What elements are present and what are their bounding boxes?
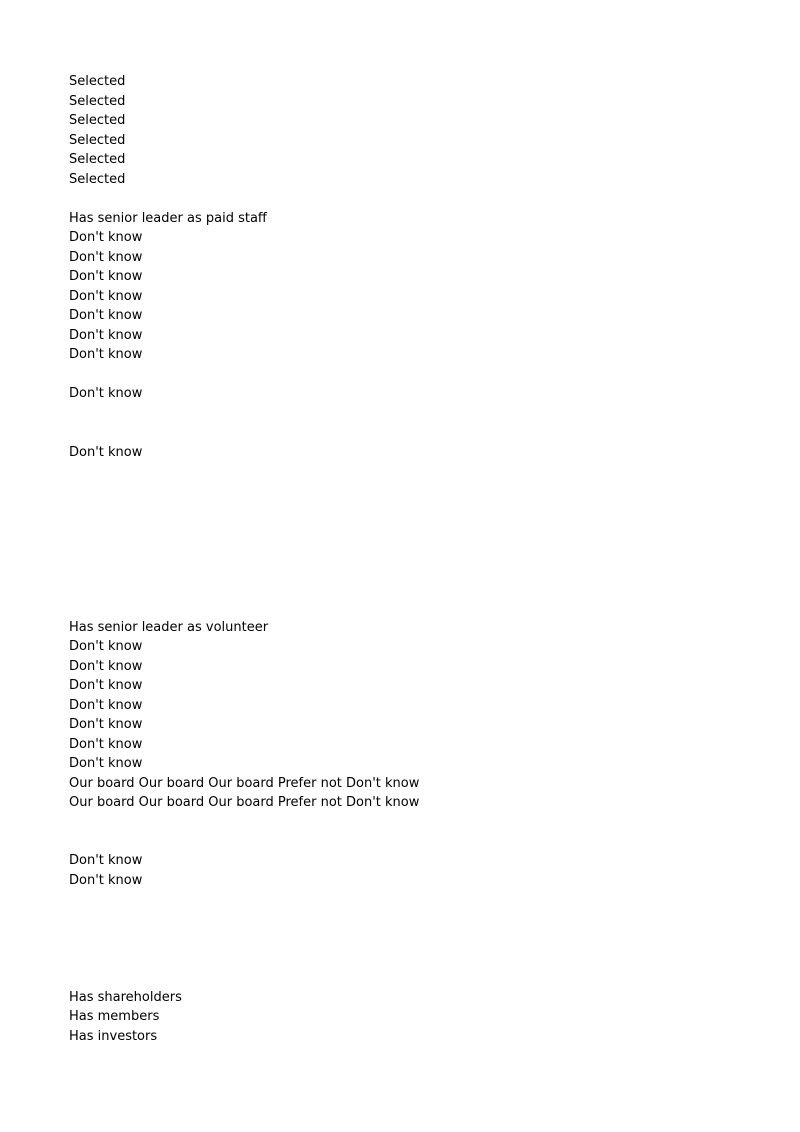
selected-text: Selected: [69, 133, 126, 148]
ownership-item: Has members: [69, 1009, 160, 1024]
board-row: Our board Our board Our board Prefer not Don't know: [69, 776, 420, 791]
volunteer-answer: Don't know: [69, 698, 143, 713]
volunteer-answer: Don't know: [69, 678, 143, 693]
volunteer-answer: Don't know: [69, 717, 143, 732]
volunteer-answer: Don't know: [69, 756, 143, 771]
selected-text: Selected: [69, 113, 126, 128]
paid-staff-answer: Don't know: [69, 269, 143, 284]
dont-know-text: Don't know: [69, 386, 143, 401]
board-row: Our board Our board Our board Prefer not Don't know: [69, 795, 420, 810]
ownership-item: Has investors: [69, 1029, 158, 1044]
ownership-item: Has shareholders: [69, 990, 182, 1005]
selected-text: Selected: [69, 74, 126, 89]
dont-know-text: Don't know: [69, 445, 143, 460]
volunteer-answer: Don't know: [69, 737, 143, 752]
dont-know-text: Don't know: [69, 873, 143, 888]
volunteer-answer: Don't know: [69, 639, 143, 654]
dont-know-text: Don't know: [69, 853, 143, 868]
paid-staff-answer: Don't know: [69, 250, 143, 265]
paid-staff-answer: Don't know: [69, 308, 143, 323]
paid-staff-heading: Has senior leader as paid staff: [69, 211, 267, 226]
volunteer-heading: Has senior leader as volunteer: [69, 620, 269, 635]
selected-text: Selected: [69, 152, 126, 167]
paid-staff-answer: Don't know: [69, 328, 143, 343]
paid-staff-answer: Don't know: [69, 347, 143, 362]
paid-staff-answer: Don't know: [69, 230, 143, 245]
paid-staff-answer: Don't know: [69, 289, 143, 304]
selected-text: Selected: [69, 172, 126, 187]
volunteer-answer: Don't know: [69, 659, 143, 674]
selected-text: Selected: [69, 94, 126, 109]
